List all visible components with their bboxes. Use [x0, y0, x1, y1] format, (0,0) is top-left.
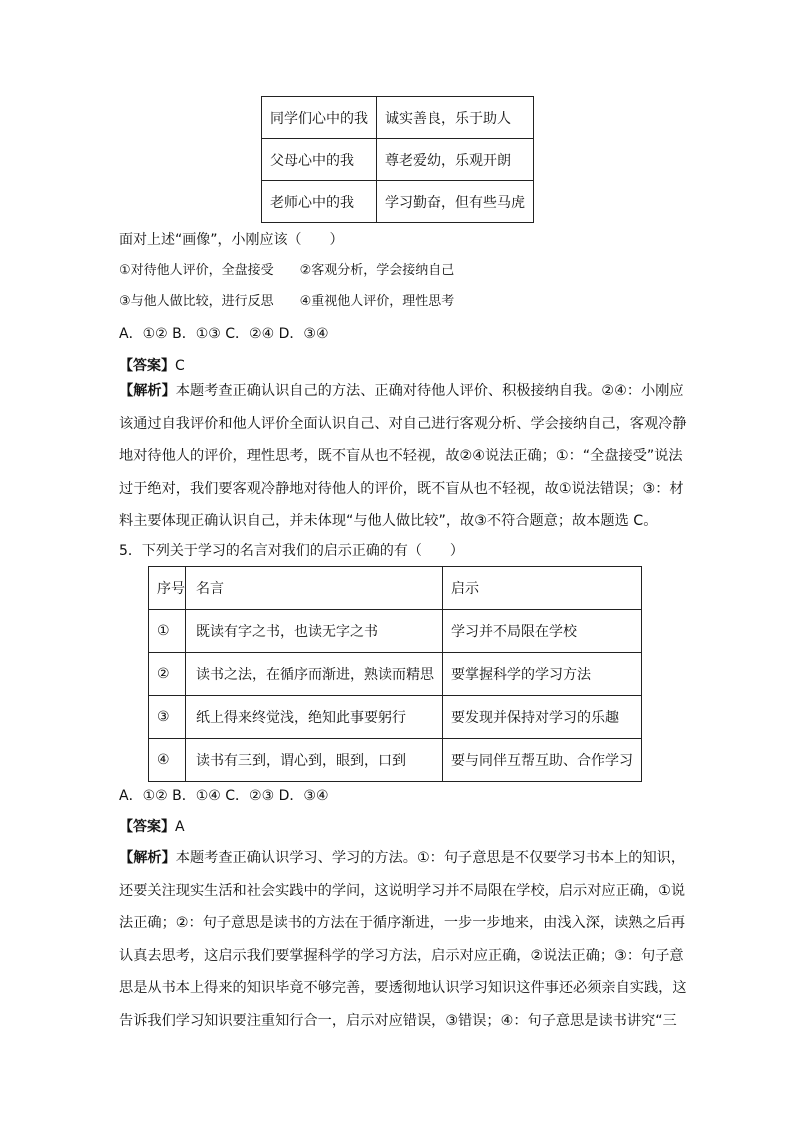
table-cell: 诚实善良，乐于助人: [377, 97, 534, 139]
column-header: 序号: [149, 567, 186, 610]
analysis-line: [119, 375, 684, 408]
table-cell: 同学们心中的我: [262, 97, 377, 139]
analysis-text: 本题考查正确认识自己的方法、正确对待他人评价、积极接纳自我。②④：小刚应: [175, 383, 684, 399]
answer-tag: 【答案】: [119, 358, 175, 374]
analysis-line: 思是从书本上得来的知识毕竟不够完善，要透彻地认识学习知识这件事还必须亲自实践，这: [119, 980, 687, 996]
q5-analysis: [119, 842, 687, 1037]
q5-answer: [119, 817, 185, 837]
table-cell: ③: [149, 696, 186, 739]
analysis-line: [119, 842, 686, 875]
table-cell: ④: [149, 739, 186, 782]
table-row: [149, 696, 642, 739]
table-cell: 要与同伴互帮互助、合作学习: [443, 739, 642, 782]
analysis-tag: 【解析】: [119, 850, 176, 866]
table-cell: 读书有三到，谓心到，眼到，口到: [186, 739, 443, 782]
q5-choices: A．①② B．①④ C．②③ D．③④: [119, 788, 329, 804]
analysis-line: 告诉我们学习知识要注重知行合一，启示对应错误，③错误；④：句子意思是读书讲究“三: [119, 1012, 677, 1029]
quotes-table: [148, 566, 642, 782]
table-cell: 老师心中的我: [262, 181, 377, 223]
analysis-line: 认真去思考，这启示我们要掌握科学的学习方法，启示对应正确，②说法正确；③：句子意: [119, 947, 684, 964]
q4-choices: A．①② B．①③ C．②④ D．③④: [119, 326, 329, 342]
column-header: 名言: [186, 567, 443, 610]
analysis-line: 地对待他人的评价，理性思考，既不盲从也不轻视，故②④说法正确；①：“全盘接受”说法: [119, 448, 683, 464]
column-header: 启示: [443, 567, 642, 610]
table-cell: 学习勤奋，但有些马虎: [377, 181, 534, 223]
table-cell: 要掌握科学的学习方法: [443, 653, 642, 696]
table-cell: ②: [149, 653, 186, 696]
analysis-line: 过于绝对，我们要客观冷静地对待他人的评价，既不盲从也不轻视，故①说法错误；③：材: [119, 480, 684, 497]
answer-value: C: [175, 358, 185, 374]
answer-tag: 【答案】: [119, 819, 175, 835]
self-image-table: [261, 96, 534, 223]
analysis-line: 料主要体现正确认识自己，并未体现“与他人做比较”，故③不符合题意；故本题选 C。: [119, 513, 658, 529]
answer-value: A: [175, 819, 185, 835]
q4-answer: [119, 356, 185, 376]
analysis-text: 本题考查正确认识学习、学习的方法。①：句子意思是不仅要学习书本上的知识，: [175, 850, 686, 866]
analysis-tag: 【解析】: [119, 383, 176, 399]
table-cell: 读书之法，在循序而渐进，熟读而精思: [186, 653, 443, 696]
analysis-line: 还要关注现实生活和社会实践中的学问，这说明学习并不局限在学校，启示对应正确，①说: [119, 882, 686, 899]
table-row: [149, 739, 642, 782]
q4-options-line-2: ③与他人做比较，进行反思 ④重视他人评价，理性思考: [119, 294, 455, 309]
table-cell: 学习并不局限在学校: [443, 610, 642, 653]
table-row: [262, 97, 534, 139]
table-cell: ①: [149, 610, 186, 653]
table-row: [149, 653, 642, 696]
q4-stem: 面对上述“画像”，小刚应该（ ）: [119, 232, 344, 248]
table-cell: 父母心中的我: [262, 139, 377, 181]
q4-options-line-1: ①对待他人评价，全盘接受 ②客观分析，学会接纳自己: [119, 263, 455, 278]
table-cell: 要发现并保持对学习的乐趣: [443, 696, 642, 739]
table-row: [262, 139, 534, 181]
table-cell: 尊老爱幼，乐观开朗: [377, 139, 534, 181]
q5-stem: 5．下列关于学习的名言对我们的启示正确的有（ ）: [119, 543, 464, 559]
table-cell: 纸上得来终觉浅，绝知此事要躬行: [186, 696, 443, 739]
analysis-line: 该通过自我评价和他人评价全面认识自己、对自己进行客观分析、学会接纳自己，客观冷静: [119, 415, 687, 432]
q4-analysis: [119, 375, 687, 538]
analysis-line: 法正确；②：句子意思是读书的方法在于循序渐进，一步一步地来，由浅入深，读熟之后再: [119, 915, 686, 931]
table-row: [262, 181, 534, 223]
table-header-row: [149, 567, 642, 610]
table-row: [149, 610, 642, 653]
table-cell: 既读有字之书，也读无字之书: [186, 610, 443, 653]
